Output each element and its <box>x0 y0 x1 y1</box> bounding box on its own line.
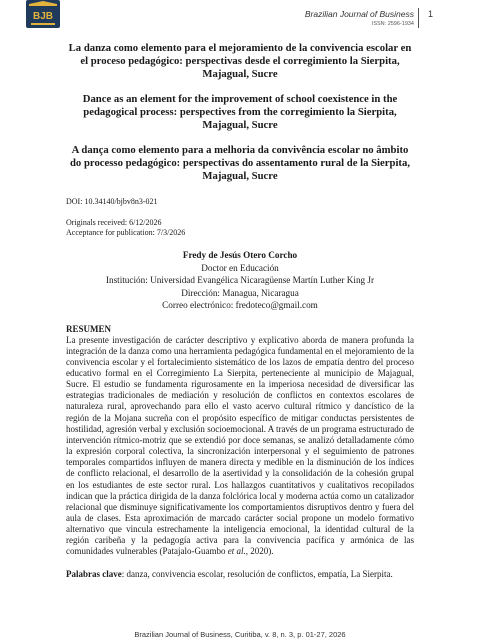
author-block <box>66 249 414 312</box>
keywords-text: : danza, convivencia escolar, resolución de conflictos, empatía, La Sierpita. <box>121 568 393 579</box>
abstract-citation <box>159 546 273 556</box>
page-footer: Brazilian Journal of Business, Curitiba, v. 8, n. 3, p. 01-27, 2026 <box>134 630 346 639</box>
abstract-text <box>66 335 414 558</box>
author-address: Dirección: Managua, Nicaragua <box>181 287 299 298</box>
citation-open: (Patajalo-Guambo <box>159 546 228 557</box>
accepted-date: Acceptance for publication: 7/3/2026 <box>66 228 186 237</box>
journal-name: Brazilian Journal of Business <box>304 9 414 19</box>
page-number: 1 <box>428 9 434 19</box>
author-degree: Doctor en Educación <box>201 262 279 273</box>
citation-etal: et al. <box>227 546 246 557</box>
author-institution: Institución: Universidad Evangélica Nicaragüense Martín Luther King Jr <box>105 275 375 285</box>
header-divider <box>418 8 419 28</box>
abstract-heading: RESUMEN <box>66 323 112 334</box>
title-portuguese: A dança como elemento para a melhoria da convivência escolar no âmbito do processo pedagógico: perspectivas do assentamento rural de la Sierpita, Majagual, Sucre <box>69 144 410 182</box>
journal-logo <box>26 0 60 28</box>
author-name: Fredy de Jesús Otero Corcho <box>182 250 298 260</box>
logo-text: BJB <box>32 11 54 22</box>
issn: ISSN: 2596-1934 <box>371 21 414 27</box>
doi: DOI: 10.34140/bjbv8n3-021 <box>66 197 158 206</box>
citation-close: , 2020). <box>245 546 274 557</box>
page-header <box>0 0 480 36</box>
received-date: Originals received: 6/12/2026 <box>66 218 162 227</box>
keywords-label: Palabras clave <box>66 568 122 579</box>
author-email: Correo electrónico: fredoteco@gmail.com <box>162 300 318 310</box>
title-english: Dance as an element for the improvement of school coexistence in the pedagogical process: perspectives from the corregimiento la Sierpita, Majagual, Sucre <box>82 93 398 131</box>
title-spanish: La danza como elemento para el mejoramiento de la convivencia escolar en el proceso pedagógico: perspectivas desde el corregimiento la Sierpita, Majagual, Sucre <box>68 42 412 80</box>
keywords <box>66 569 414 580</box>
abstract-body: La presente investigación de carácter descriptivo y explicativo aborda de manera profunda la integración de la danza como una herramienta pedagógica fundamental en el mejoramiento de la convivencia escolar y el fortalecimiento sistemático de los lazos de empatía dentro del proceso educativo formal en el Corregimiento La Sierpita, perteneciente al municipio de Majagual, Sucre. El estudio se fundamenta rigurosamente en la imperiosa necesidad de diversificar las estrategias tradicionales de mediación y resolución de conflictos en contextos escolares de naturaleza rural, aprovechando para ello el vasto acervo cultural rítmico y dancístico de la región de la Mojana sucreña con el propósito específico de mitigar conductas persistentes de hostilidad, agresión verbal y exclusión socioemocional. A través de un programa estructurado de intervención rítmico-motriz que se extendió por doce semanas, se analizó detalladamente cómo la expresión corporal colectiva, la sincronización interpersonal y el seguimiento de patrones temporales compartidos influyen de manera directa y medible en la disminución de los índices de conflicto relacional, el desarrollo de la asertividad y la consolidación de la cohesión grupal en los estudiantes de este sector rural. Los hallazgos cuantitativos y cualitativos recopilados indican que la práctica dirigida de la danza folclórica local y moderna actúa como un catalizador relacional que disminuye significativamente los comportamientos disruptivos dentro y fuera del aula de clases. Esta aproximación de marcado carácter social propone un modelo formativo alternativo que vincula estrechamente la inteligencia emocional, la identidad cultural de la región caribeña y la pedagogía activa para la convivencia pacífica y armónica de las comunidades vulnerables <box>66 334 414 557</box>
article-body <box>66 42 414 589</box>
